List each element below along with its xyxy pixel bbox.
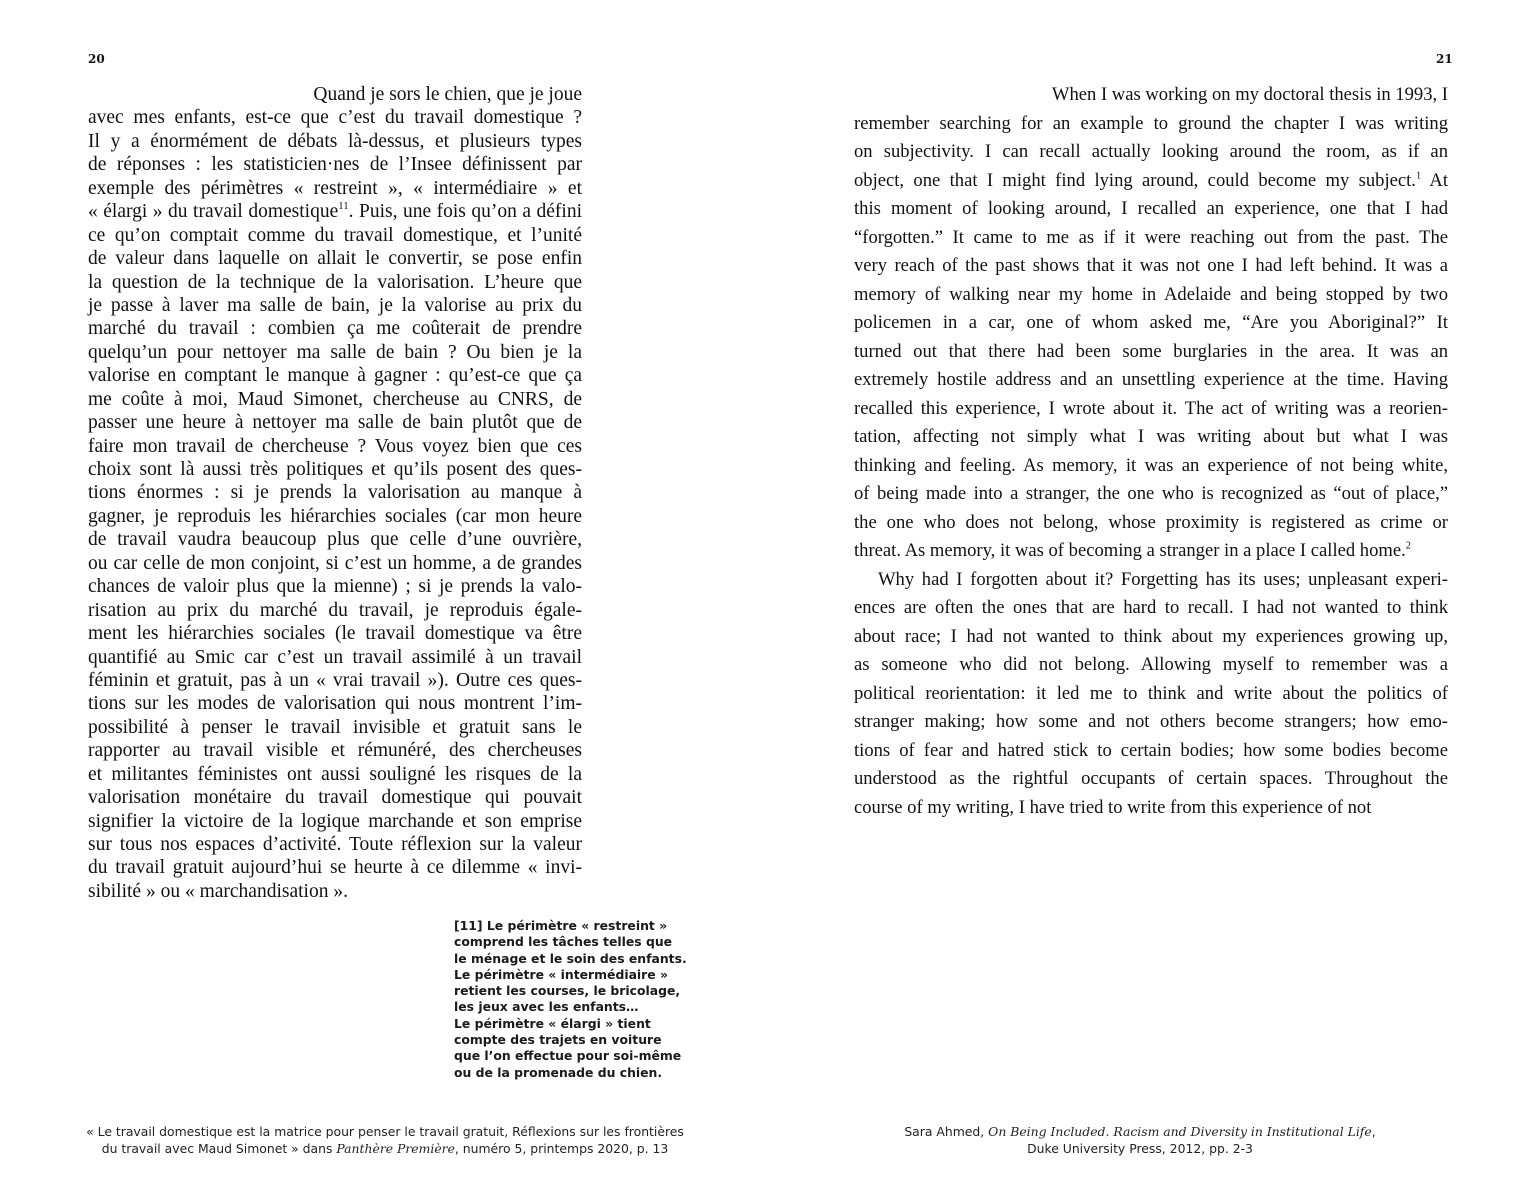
text-line (88, 200, 582, 223)
text-line: valorisation monétaire du travail domestique qui pouvait (88, 787, 582, 809)
text-line: de valeur dans laquelle on allait le convertir, se pose enfin (88, 248, 582, 270)
text-line: extremely hostile address and an unsettling experience at the time. Having (854, 369, 1448, 390)
text-line: je passe à laver ma salle de bain, je la valorise au prix du (88, 294, 582, 316)
text-line: la question de la technique de la valorisation. L’heure que (88, 271, 582, 293)
text-line: me coûte à moi, Maud Simonet, chercheuse au CNRS, de (88, 388, 582, 410)
text-line: féminin et gratuit, pas à un « vrai travail »). Outre ces ques- (88, 669, 582, 691)
text-line: ou car celle de mon conjoint, si c’est un homme, a de grandes (88, 552, 582, 574)
text-line: thinking and feeling. As memory, it was an experience of not being white, (854, 454, 1448, 476)
text-line: de réponses : les statisticien·nes de l’Insee définissent par (88, 154, 582, 176)
text-line: Quand je sors le chien, que je joue (313, 84, 582, 105)
footnote-line: Le périmètre « élargi » tient (454, 1015, 651, 1031)
source-citation-right (880, 1123, 1400, 1157)
text-line: du travail gratuit aujourd’hui se heurte à ce dilemme « invi- (88, 857, 582, 879)
text-line (854, 537, 1448, 566)
text-line: chances de valoir plus que la mienne) ; si je prends la valo- (88, 576, 582, 598)
footnote-line: les jeux avec les enfants… (454, 999, 639, 1015)
text-line: signifier la victoire de la logique marchande et son emprise (88, 810, 582, 832)
text-line: valorise en comptant le manque à gagner : qu’est-ce que ça (88, 365, 582, 387)
text-segment: threat. As memory, it was of becoming a stranger in a place I called home. (854, 540, 1406, 561)
footnote-line: que l’on effectue pour soi-même (454, 1048, 682, 1064)
citation-line (60, 1140, 710, 1157)
text-line: turned out that there had been some burglaries in the area. It was an (854, 340, 1448, 362)
footnote-line: le ménage et le soin des enfants. (454, 950, 687, 966)
text-line: avec mes enfants, est-ce que c’est du travail domestique ? (88, 107, 582, 129)
text-line: tation, affecting not simply what I was writing about but what I was (854, 426, 1448, 447)
text-line: policemen in a car, one of whom asked me, “Are you Aboriginal?” It (854, 312, 1448, 333)
text-line: political reorientation: it led me to think and write about the politics of (854, 682, 1448, 704)
text-line: de travail vaudra beaucoup plus que celle d’une ouvrière, (88, 529, 582, 551)
footnote-ref: 1 (1415, 169, 1422, 181)
text-line: as someone who did not belong. Allowing myself to remember was a (854, 654, 1448, 675)
text-line: tions énormes : si je prends la valorisation au manque à (88, 482, 582, 504)
text-line: Why had I forgotten about it? Forgetting has its uses; unpleasant experi- (878, 568, 1448, 590)
text-line: choix sont là aussi très politiques et qu’ils posent des ques- (88, 459, 582, 480)
text-line: stranger making; how some and not others become strangers; how emo- (854, 711, 1448, 732)
text-line: ences are often the ones that are hard to recall. I had not wanted to think (854, 597, 1448, 618)
source-citation-left (60, 1123, 710, 1157)
footnote-ref: 2 (1405, 540, 1411, 552)
footnote-11 (454, 918, 714, 1081)
text-line: this moment of looking around, I recalled an experience, one that I had (854, 198, 1448, 219)
footnote-line: compte des trajets en voiture (454, 1032, 662, 1048)
text-line: about race; I had not wanted to think about my experiences growing up, (854, 625, 1448, 647)
text-line: memory of walking near my home in Adelaide and being stopped by two (854, 283, 1448, 305)
text-line: exemple des périmètres « restreint », « intermédiaire » et (88, 177, 582, 199)
text-line: sibilité » ou « marchandisation ». (88, 880, 348, 902)
text-line: tions sur les modes de valorisation qui nous montrent l’im- (88, 693, 582, 715)
citation-title: On Being Included. Racism and Diversity in Institutional Life (988, 1124, 1372, 1139)
citation-line: Duke University Press, 2012, pp. 2-3 (1027, 1141, 1253, 1156)
right-body-text (854, 81, 1448, 822)
page-number-right: 21 (1436, 52, 1453, 66)
text-line: ce qu’on comptait comme du travail domestique, et l’unité (88, 224, 582, 246)
citation-text: , (1371, 1124, 1376, 1139)
text-line: When I was working on my doctoral thesis in 1993, I (1051, 84, 1448, 105)
text-segment: . Puis, une fois qu’on a défini (348, 201, 582, 223)
text-segment: At (1421, 169, 1448, 191)
text-segment: object, one that I might find lying around, could become my subject. (854, 169, 1416, 191)
citation-line: « Le travail domestique est la matrice pour penser le travail gratuit, Réflexions sur les frontières (86, 1124, 684, 1139)
citation-line (880, 1123, 1400, 1140)
text-line: of being made into a stranger, the one who is recognized as “out of place,” (854, 483, 1448, 504)
text-line: gagner, je reproduis les hiérarchies sociales (car mon heure (88, 505, 582, 527)
footnote-ref: 11 (338, 200, 349, 213)
text-line: sur tous nos espaces d’activité. Toute réflexion sur la valeur (88, 834, 582, 855)
footnote-line: comprend les tâches telles que (454, 934, 673, 950)
footnote-line: retient les courses, le bricolage, (454, 983, 681, 999)
citation-text: , numéro 5, printemps 2020, p. 13 (454, 1141, 669, 1156)
text-line: “forgotten.” It came to me as if it were reaching out from the past. The (854, 226, 1448, 248)
text-line: passer une heure à nettoyer ma salle de bain plutôt que de (88, 412, 582, 434)
citation-title: Panthère Première (336, 1141, 455, 1156)
footnote-line: Le périmètre « intermédiaire » (454, 966, 669, 982)
text-line: possibilité à penser le travail invisible et gratuit sans le (88, 716, 582, 738)
text-line: course of my writing, I have tried to write from this experience of not (854, 796, 1372, 818)
text-segment: « élargi » du travail domestique (88, 201, 339, 223)
text-line: tions of fear and hatred stick to certain bodies; how some bodies become (854, 739, 1448, 761)
text-line: the one who does not belong, whose proximity is registered as crime or (854, 511, 1448, 533)
text-line: recalled this experience, I wrote about it. The act of writing was a reorien- (854, 397, 1448, 419)
text-line: very reach of the past shows that it was not one I had left behind. It was a (854, 255, 1448, 276)
citation-text: du travail avec Maud Simonet » dans (101, 1141, 337, 1156)
text-line: on subjectivity. I can recall actually looking around the room, as if an (854, 141, 1448, 162)
text-line: faire mon travail de chercheuse ? Vous voyez bien que ces (88, 435, 582, 457)
text-line: ment les hiérarchies sociales (le travail domestique va être (88, 623, 582, 645)
text-line: rapporter au travail visible et rémunéré, des chercheuses (88, 740, 582, 762)
footnote-line: [11] Le périmètre « restreint » (454, 918, 668, 933)
citation-text: Sara Ahmed, (904, 1124, 989, 1139)
footnote-line: ou de la promenade du chien. (454, 1064, 663, 1080)
text-line: understood as the rightful occupants of certain spaces. Throughout the (854, 768, 1448, 789)
text-line: quantifié au Smic car c’est un travail assimilé à un travail (88, 646, 582, 668)
page-number-left: 20 (88, 52, 105, 66)
text-line: et militantes féministes ont aussi souligné les risques de la (88, 763, 582, 785)
text-line: quelqu’un pour nettoyer ma salle de bain ? Ou bien je la (88, 341, 582, 363)
text-line (854, 167, 1448, 196)
text-line: Il y a énormément de débats là-dessus, et plusieurs types (88, 130, 582, 152)
left-body-text (88, 83, 582, 903)
text-line: marché du travail : combien ça me coûterait de prendre (88, 318, 582, 340)
text-line: risation au prix du marché du travail, je reproduis égale- (88, 599, 582, 621)
text-line: remember searching for an example to ground the chapter I was writing (854, 112, 1448, 134)
